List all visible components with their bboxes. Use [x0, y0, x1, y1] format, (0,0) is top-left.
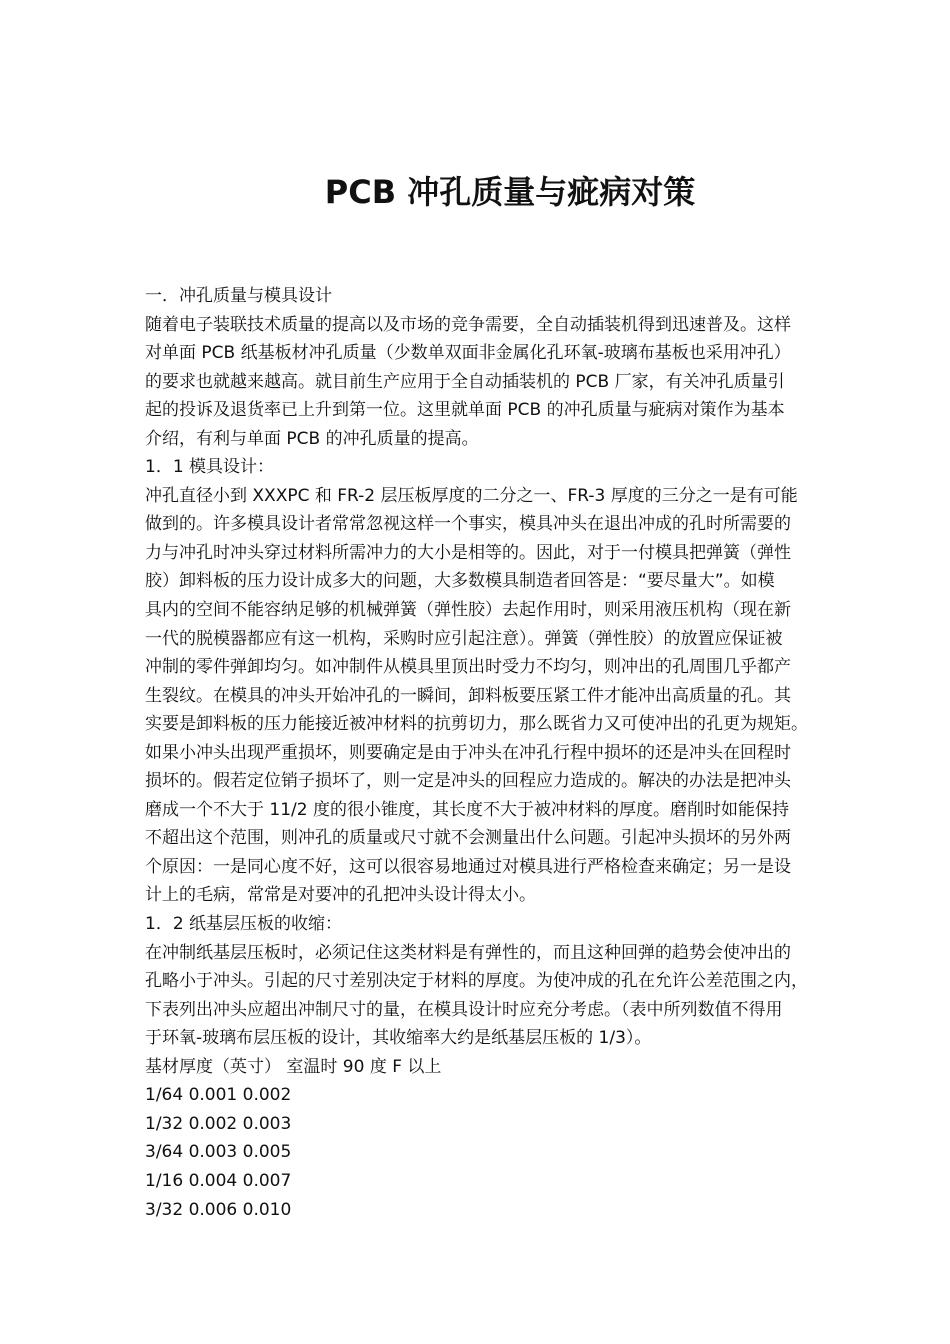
- paragraph-line: 如果小冲头出现严重损坏，则要确定是由于冲头在冲孔行程中损坏的还是冲头在回程时: [145, 742, 791, 763]
- paragraph-line: 力与冲孔时冲头穿过材料所需冲力的大小是相等的。因此，对于一付模具把弹簧（弹性: [145, 542, 791, 563]
- paragraph-line: 具内的空间不能容纳足够的机械弹簧（弹性胶）去起作用时，则采用液压机构（现在新: [145, 600, 791, 621]
- paragraph-line: 对单面 PCB 纸基板材冲孔质量（少数单双面非金属化孔环氧-玻璃布基板也采用冲孔）: [145, 343, 791, 364]
- paragraph-line: 实要是卸料板的压力能接近被冲材料的抗剪切力，那么既省力又可使冲出的孔更为规矩。: [145, 714, 808, 735]
- paragraph-line: 生裂纹。在模具的冲头开始冲孔的一瞬间，卸料板要压紧工件才能冲出高质量的孔。其: [145, 685, 791, 706]
- paragraph-line: 胶）卸料板的压力设计成多大的问题，大多数模具制造者回答是：“要尽量大”。如模: [145, 571, 775, 592]
- table-header: 基材厚度（英寸） 室温时 90 度 F 以上: [145, 1056, 442, 1077]
- paragraph-line: 做到的。许多模具设计者常常忽视这样一个事实，模具冲头在退出冲成的孔时所需要的: [145, 514, 791, 535]
- table-row: 3/32 0.006 0.010: [145, 1199, 292, 1220]
- subsection-heading: 1．1 模具设计：: [145, 457, 275, 478]
- paragraph-line: 计上的毛病，常常是对要冲的孔把冲头设计得太小。: [145, 885, 536, 906]
- paragraph-line: 起的投诉及退货率已上升到第一位。这里就单面 PCB 的冲孔质量与疵病对策作为基本: [145, 400, 785, 421]
- table-row: 3/64 0.003 0.005: [145, 1142, 292, 1163]
- paragraph-line: 损坏的。假若定位销子损坏了，则一定是冲头的回程应力造成的。解决的办法是把冲头: [145, 771, 791, 792]
- paragraph-line: 下表列出冲头应超出冲制尺寸的量，在模具设计时应充分考虑。（表中所列数值不得用: [145, 999, 783, 1020]
- paragraph-line: 冲孔直径小到 XXXPC 和 FR-2 层压板厚度的二分之一、FR-3 厚度的三分之一是有可能: [145, 485, 798, 506]
- paragraph-line: 介绍，有利与单面 PCB 的冲孔质量的提高。: [145, 428, 479, 449]
- document-body: [145, 282, 880, 1224]
- document-title: PCB 冲孔质量与疵病对策: [324, 173, 696, 211]
- paragraph-line: 一代的脱模器都应有这一机构，采购时应引起注意）。弹簧（弹性胶）的放置应保证被: [145, 628, 783, 649]
- paragraph-line: 冲制的零件弹卸均匀。如冲制件从模具里顶出时受力不均匀，则冲出的孔周围几乎都产: [145, 657, 791, 678]
- table-row: 1/16 0.004 0.007: [145, 1170, 292, 1191]
- paragraph-line: 个原因：一是同心度不好，这可以很容易地通过对模具进行严格检查来确定；另一是设: [145, 856, 791, 877]
- paragraph-line: 随着电子装联技术质量的提高以及市场的竞争需要，全自动插装机得到迅速普及。这样: [145, 314, 791, 335]
- paragraph-line: 于环氧-玻璃布层压板的设计，其收缩率大约是纸基层压板的 1/3）。: [145, 1028, 652, 1049]
- paragraph-line: 在冲制纸基层压板时，必须记住这类材料是有弹性的，而且这种回弹的趋势会使冲出的: [145, 942, 791, 963]
- paragraph-line: 不超出这个范围，则冲孔的质量或尺寸就不会测量出什么问题。引起冲头损坏的另外两: [145, 828, 791, 849]
- section-heading: 一．冲孔质量与模具设计: [145, 286, 332, 306]
- table-row: 1/64 0.001 0.002: [145, 1085, 292, 1106]
- paragraph-line: 的要求也就越来越高。就目前生产应用于全自动插装机的 PCB 厂家，有关冲孔质量引: [145, 371, 785, 392]
- subsection-heading: 1．2 纸基层压板的收缩：: [145, 914, 343, 935]
- paragraph-line: 孔略小于冲头。引起的尺寸差别决定于材料的厚度。为使冲成的孔在允许公差范围之内，: [145, 971, 808, 992]
- paragraph-line: 磨成一个不大于 11/2 度的很小锥度，其长度不大于被冲材料的厚度。磨削时如能保持: [145, 799, 789, 820]
- table-row: 1/32 0.002 0.003: [145, 1113, 292, 1134]
